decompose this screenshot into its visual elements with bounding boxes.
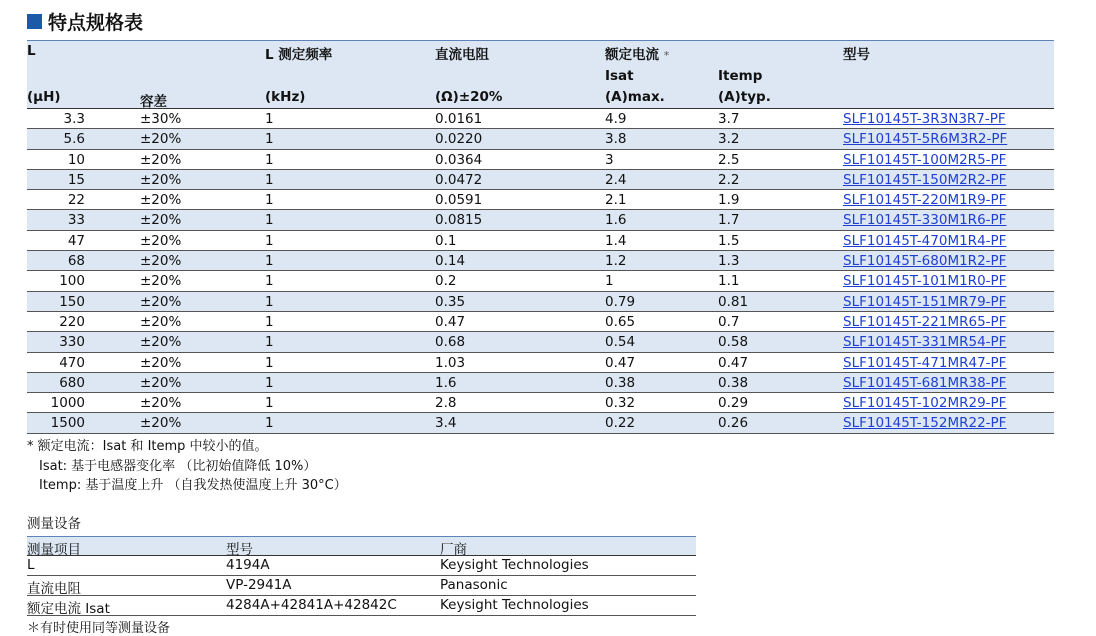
tolerance-cell: ±20%: [140, 354, 182, 371]
frequency-cell: 1: [265, 111, 274, 127]
frequency-cell: 1: [265, 415, 274, 432]
part-number-link[interactable]: SLF10145T-101M1R0-PF: [843, 273, 1007, 290]
part-number-link[interactable]: SLF10145T-681MR38-PF: [843, 374, 1007, 391]
equip-header-item: 测量项目: [27, 542, 81, 558]
header-part: 型号: [843, 47, 870, 63]
header-freq-unit: (kHz): [265, 89, 306, 105]
dcr-cell: 0.0364: [435, 151, 483, 168]
header-itemp: Itemp: [718, 68, 763, 84]
header-rated-current-text: 额定电流: [605, 47, 659, 63]
itemp-cell: 0.58: [718, 334, 749, 351]
dcr-cell: 0.68: [435, 334, 466, 351]
table-row: [27, 312, 1054, 332]
equipment-footnote: ＊有时使用同等测量设备: [27, 621, 171, 636]
header-rated-current: [605, 43, 669, 63]
equip-maker-cell: Keysight Technologies: [440, 557, 589, 573]
equip-maker-cell: Panasonic: [440, 577, 508, 593]
dcr-cell: 0.0472: [435, 171, 483, 188]
tolerance-cell: ±20%: [140, 232, 182, 249]
table-row: [27, 596, 696, 616]
tolerance-cell: ±20%: [140, 273, 182, 290]
itemp-cell: 0.47: [718, 354, 749, 371]
table-row: [27, 292, 1054, 312]
dcr-cell: 0.1: [435, 232, 457, 249]
tolerance-cell: ±20%: [140, 151, 182, 168]
tolerance-cell: ±20%: [140, 313, 182, 330]
itemp-cell: 3.2: [718, 131, 740, 148]
dcr-cell: 1.03: [435, 354, 466, 371]
table-row: [27, 413, 1054, 433]
frequency-cell: 1: [265, 171, 274, 188]
inductance-cell: 3.3: [63, 111, 85, 127]
part-number-link[interactable]: SLF10145T-152MR22-PF: [843, 415, 1007, 432]
inductance-cell: 680: [59, 374, 85, 391]
itemp-cell: 0.81: [718, 293, 749, 310]
isat-cell: 2.1: [605, 192, 627, 209]
part-number-link[interactable]: SLF10145T-150M2R2-PF: [843, 171, 1007, 188]
dcr-cell: 0.0815: [435, 212, 483, 229]
frequency-cell: 1: [265, 192, 274, 209]
equip-header-model: 型号: [226, 542, 253, 558]
title-square-icon: [27, 14, 42, 29]
header-isat-unit: (A)max.: [605, 89, 665, 105]
table-row: [27, 393, 1054, 413]
tolerance-cell: ±20%: [140, 212, 182, 229]
part-number-link[interactable]: SLF10145T-220M1R9-PF: [843, 192, 1007, 209]
equipment-table-header: [27, 536, 696, 556]
inductance-cell: 1500: [50, 415, 85, 432]
part-number-link[interactable]: SLF10145T-470M1R4-PF: [843, 232, 1007, 249]
table-row: [27, 129, 1054, 149]
part-number-link[interactable]: SLF10145T-221MR65-PF: [843, 313, 1007, 330]
table-row: [27, 271, 1054, 291]
isat-cell: 0.65: [605, 313, 636, 330]
tolerance-cell: ±30%: [140, 111, 182, 127]
section-title: [27, 8, 143, 35]
isat-cell: 2.4: [605, 171, 627, 188]
spec-table-body: [27, 109, 1054, 434]
itemp-cell: 1.5: [718, 232, 740, 249]
equip-model-cell: 4194A: [226, 557, 270, 573]
frequency-cell: 1: [265, 131, 274, 148]
inductance-cell: 470: [59, 354, 85, 371]
part-number-link[interactable]: SLF10145T-5R6M3R2-PF: [843, 131, 1008, 148]
equip-item-cell: L: [27, 557, 35, 573]
isat-cell: 1.6: [605, 212, 627, 229]
inductance-cell: 47: [67, 232, 85, 249]
isat-cell: 0.54: [605, 334, 636, 351]
table-row: [27, 109, 1054, 129]
dcr-cell: 0.2: [435, 273, 457, 290]
frequency-cell: 1: [265, 151, 274, 168]
header-itemp-unit: (A)typ.: [718, 89, 771, 105]
frequency-cell: 1: [265, 232, 274, 249]
inductance-cell: 220: [59, 313, 85, 330]
note-itemp: Itemp: 基于温度上升 （自我发热使温度上升 30°C）: [39, 478, 347, 493]
section-title-text: 特点规格表: [48, 12, 144, 34]
isat-cell: 3.8: [605, 131, 627, 148]
tolerance-cell: ±20%: [140, 415, 182, 432]
dcr-cell: 0.47: [435, 313, 466, 330]
equip-model-cell: 4284A+42841A+42842C: [226, 597, 397, 613]
frequency-cell: 1: [265, 212, 274, 229]
spec-table-header: [27, 40, 1054, 109]
itemp-cell: 1.9: [718, 192, 740, 209]
header-l: L: [27, 43, 36, 59]
equip-item-cell: 直流电阻: [27, 581, 81, 597]
table-row: [27, 353, 1054, 373]
inductance-cell: 33: [67, 212, 85, 229]
note-rated-current: * 额定电流：Isat 和 Itemp 中较小的值。: [27, 439, 268, 454]
table-row: [27, 251, 1054, 271]
dcr-cell: 0.35: [435, 293, 466, 310]
table-row: [27, 150, 1054, 170]
part-number-link[interactable]: SLF10145T-102MR29-PF: [843, 395, 1007, 412]
isat-cell: 4.9: [605, 111, 627, 127]
header-tolerance: 容差: [140, 94, 167, 110]
itemp-cell: 2.5: [718, 151, 740, 168]
spec-table: [27, 40, 1054, 434]
table-row: [27, 332, 1054, 352]
itemp-cell: 0.29: [718, 395, 749, 412]
isat-cell: 3: [605, 151, 614, 168]
part-number-link[interactable]: SLF10145T-3R3N3R7-PF: [843, 111, 1006, 127]
dcr-cell: 0.0220: [435, 131, 483, 148]
dcr-cell: 2.8: [435, 395, 457, 412]
isat-cell: 1: [605, 273, 614, 290]
inductance-cell: 150: [59, 293, 85, 310]
frequency-cell: 1: [265, 293, 274, 310]
equip-item-cell: 额定电流 Isat: [27, 601, 110, 617]
tolerance-cell: ±20%: [140, 171, 182, 188]
inductance-cell: 100: [59, 273, 85, 290]
inductance-cell: 1000: [50, 395, 85, 412]
itemp-cell: 0.7: [718, 313, 740, 330]
inductance-cell: 5.6: [63, 131, 85, 148]
inductance-cell: 22: [67, 192, 85, 209]
part-number-link[interactable]: SLF10145T-151MR79-PF: [843, 293, 1007, 310]
tolerance-cell: ±20%: [140, 192, 182, 209]
frequency-cell: 1: [265, 313, 274, 330]
itemp-cell: 2.2: [718, 171, 740, 188]
itemp-cell: 1.7: [718, 212, 740, 229]
table-row: [27, 576, 696, 596]
part-number-link[interactable]: SLF10145T-680M1R2-PF: [843, 253, 1007, 270]
isat-cell: 0.32: [605, 395, 636, 412]
isat-cell: 0.47: [605, 354, 636, 371]
equipment-table-body: [27, 556, 696, 616]
equip-maker-cell: Keysight Technologies: [440, 597, 589, 613]
tolerance-cell: ±20%: [140, 334, 182, 351]
table-row: [27, 170, 1054, 190]
part-number-link[interactable]: SLF10145T-471MR47-PF: [843, 354, 1007, 371]
frequency-cell: 1: [265, 395, 274, 412]
isat-cell: 0.38: [605, 374, 636, 391]
dcr-cell: 1.6: [435, 374, 457, 391]
table-row: [27, 190, 1054, 210]
isat-cell: 1.4: [605, 232, 627, 249]
part-number-link[interactable]: SLF10145T-331MR54-PF: [843, 334, 1007, 351]
itemp-cell: 0.26: [718, 415, 749, 432]
frequency-cell: 1: [265, 374, 274, 391]
header-dcr-unit: (Ω)±20%: [435, 89, 503, 105]
frequency-cell: 1: [265, 334, 274, 351]
itemp-cell: 1.3: [718, 253, 740, 270]
part-number-link[interactable]: SLF10145T-100M2R5-PF: [843, 151, 1007, 168]
isat-cell: 1.2: [605, 253, 627, 270]
table-row: [27, 210, 1054, 230]
note-isat: Isat: 基于电感器变化率 （比初始值降低 10%）: [39, 458, 317, 474]
equipment-title: 测量设备: [27, 516, 81, 532]
notes: [27, 437, 347, 496]
inductance-cell: 10: [67, 151, 85, 168]
tolerance-cell: ±20%: [140, 131, 182, 148]
frequency-cell: 1: [265, 354, 274, 371]
dcr-cell: 0.0161: [435, 111, 483, 127]
dcr-cell: 3.4: [435, 415, 457, 432]
equipment-table: [27, 536, 696, 616]
header-l-unit: (μH): [27, 89, 61, 105]
tolerance-cell: ±20%: [140, 374, 182, 391]
tolerance-cell: ±20%: [140, 395, 182, 412]
tolerance-cell: ±20%: [140, 253, 182, 270]
tolerance-cell: ±20%: [140, 293, 182, 310]
part-number-link[interactable]: SLF10145T-330M1R6-PF: [843, 212, 1007, 229]
header-freq: L 测定频率: [265, 47, 333, 63]
itemp-cell: 1.1: [718, 273, 740, 290]
inductance-cell: 15: [67, 171, 85, 188]
header-rated-mark: *: [663, 49, 670, 62]
itemp-cell: 3.7: [718, 111, 740, 127]
table-row: [27, 556, 696, 576]
header-isat: Isat: [605, 68, 634, 84]
table-row: [27, 231, 1054, 251]
inductance-cell: 68: [67, 253, 85, 270]
header-dcr: 直流电阻: [435, 47, 489, 63]
inductance-cell: 330: [59, 334, 85, 351]
dcr-cell: 0.14: [435, 253, 466, 270]
equip-header-maker: 厂商: [440, 542, 467, 558]
isat-cell: 0.79: [605, 293, 636, 310]
equip-model-cell: VP-2941A: [226, 577, 292, 593]
itemp-cell: 0.38: [718, 374, 749, 391]
frequency-cell: 1: [265, 253, 274, 270]
frequency-cell: 1: [265, 273, 274, 290]
isat-cell: 0.22: [605, 415, 636, 432]
table-row: [27, 373, 1054, 393]
dcr-cell: 0.0591: [435, 192, 483, 209]
